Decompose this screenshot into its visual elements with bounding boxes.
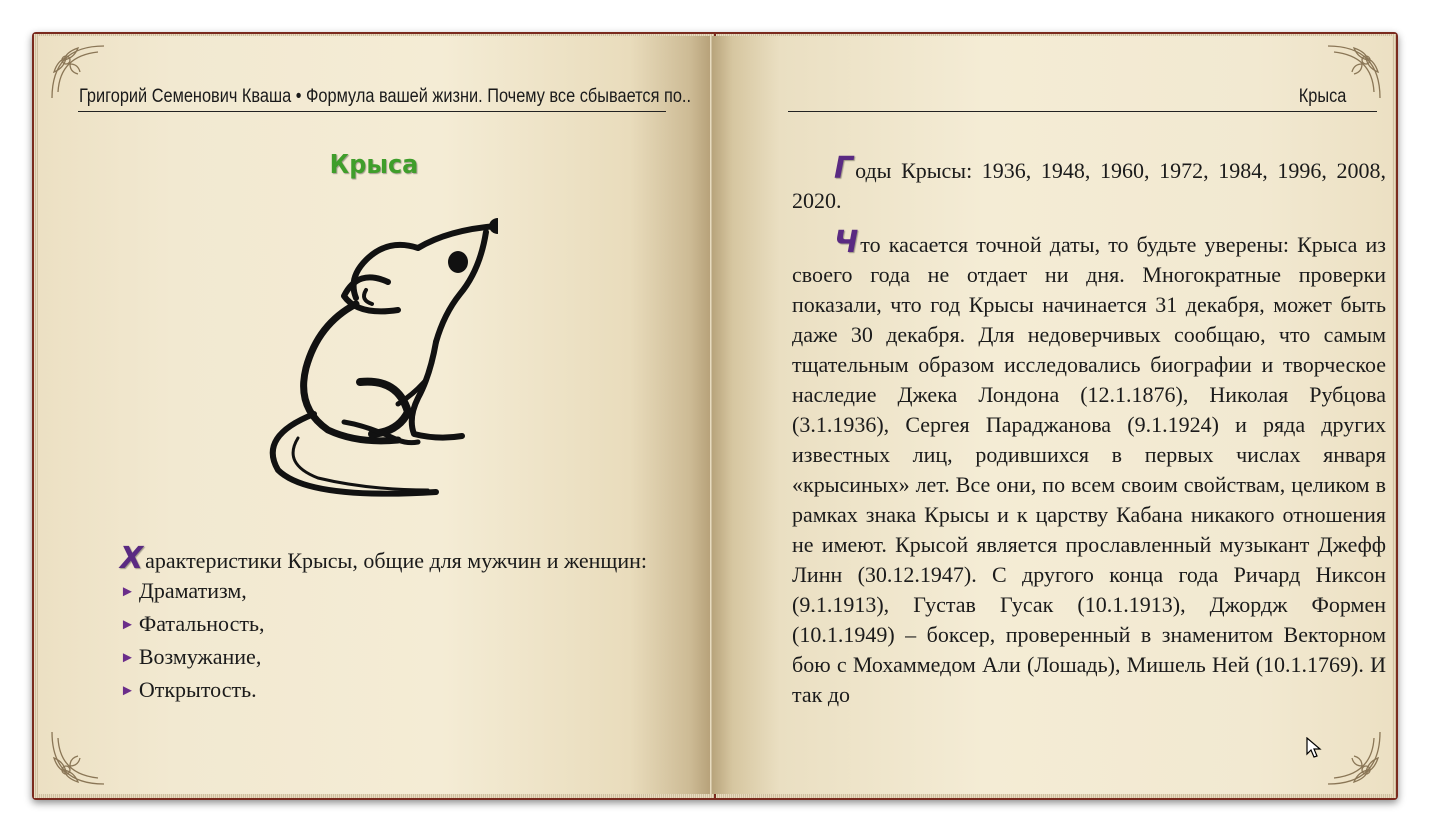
intro-paragraph bbox=[78, 541, 670, 576]
mouse-pointer-icon bbox=[1306, 737, 1322, 759]
book-viewer bbox=[32, 32, 1398, 800]
right-page-text bbox=[792, 151, 1386, 710]
header-rule bbox=[788, 111, 1377, 112]
header-rule bbox=[78, 111, 666, 112]
rat-illustration-icon bbox=[258, 208, 498, 508]
chapter-title: Крыса bbox=[329, 150, 419, 180]
triangle-bullet-icon: ► bbox=[120, 683, 135, 699]
running-head-left: Григорий Семенович Кваша • Формула вашей жизни. Почему все сбывается по.. bbox=[79, 86, 691, 107]
dropcap-letter: Ч bbox=[834, 225, 859, 260]
corner-ornament-icon bbox=[1324, 728, 1384, 788]
triangle-bullet-icon: ► bbox=[120, 650, 135, 666]
traits-list bbox=[78, 576, 670, 708]
triangle-bullet-icon: ► bbox=[120, 617, 135, 633]
left-page-text bbox=[78, 541, 670, 708]
list-item bbox=[120, 576, 670, 609]
left-page[interactable] bbox=[38, 36, 710, 794]
trait-text: Фатальность, bbox=[138, 611, 265, 636]
paragraph-text: то касается точной даты, то будьте уверены: Крыса из своего года не отдает ни дня. Многократные проверки показали, что год Крысы начинается 31 декабря, может быть даже 30 декабря. Для недоверчивых сообщаю, что самым тщательным образом исследовались биографии и творческое наследие Джека Лондона (12.1.1876), Николая Рубцова (3.1.1936), Сергея Параджанова (9.1.1924) и ряда других известных лиц, родившихся в первых числах января «крысиных» лет. Все они, по всем своим свойствам, целиком в рамках знака Крысы и к царству Кабана никакого отношения не имеют. Крысой является прославленный музыкант Джефф Линн (30.12.1947). С другого конца года Ричард Никсон (9.1.1913), Густав Гусак (10.1.1913), Джордж Формен (10.1.1949) – боксер, проверенный в знаменитом Векторном бою с Мохаммедом Али (Лошадь), Мишель Ней (10.1.1769). И так до bbox=[792, 232, 1386, 707]
right-page[interactable] bbox=[712, 36, 1392, 794]
trait-text: Возмужание, bbox=[138, 644, 262, 669]
list-item bbox=[120, 642, 670, 675]
years-paragraph bbox=[792, 151, 1386, 216]
paragraph-text: оды Крысы: 1936, 1948, 1960, 1972, 1984, 1996, 2008, 2020. bbox=[792, 158, 1386, 213]
dates-paragraph bbox=[792, 225, 1386, 710]
list-item bbox=[120, 609, 670, 642]
triangle-bullet-icon: ► bbox=[120, 584, 135, 600]
trait-text: Драматизм, bbox=[138, 578, 247, 603]
list-item bbox=[120, 675, 670, 708]
corner-ornament-icon bbox=[48, 728, 108, 788]
intro-text: арактеристики Крысы, общие для мужчин и женщин: bbox=[145, 548, 648, 573]
dropcap-letter: Г bbox=[834, 151, 854, 186]
trait-text: Открытость. bbox=[138, 677, 257, 702]
dropcap-letter: Х bbox=[120, 541, 144, 576]
running-head-right: Крыса bbox=[1298, 86, 1346, 107]
